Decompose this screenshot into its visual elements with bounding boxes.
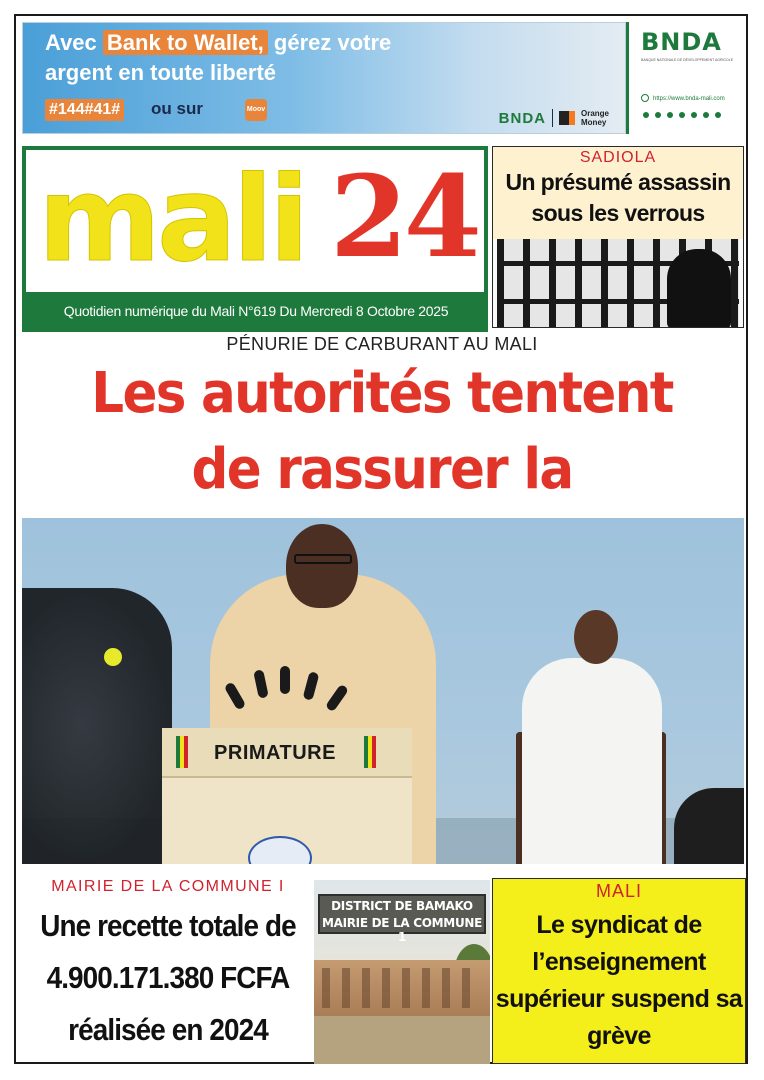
- masthead-subtitle: Quotidien numérique du Mali N°619 Du Mercredi 8 Octobre 2025: [63, 303, 449, 319]
- story-title: Une recette totale de 4.900.171.380 FCFA réalisée en 2024: [40, 908, 296, 1047]
- youtube-icon[interactable]: [703, 112, 709, 118]
- mairie-sign: [318, 894, 486, 944]
- ad-text-avec: Avec: [45, 30, 97, 55]
- ad-highlight-bank-to-wallet: Bank to Wallet,: [103, 30, 268, 55]
- mali-flag-icon: [364, 736, 376, 768]
- main-story-kicker: PÉNURIE DE CARBURANT AU MALI: [226, 334, 538, 354]
- mic-icon: [280, 666, 290, 694]
- mali-flag-icon: [176, 736, 188, 768]
- story-title: Un présumé assassin sous les verrous: [505, 169, 731, 226]
- bnda-url[interactable]: https://www.bnda-mali.com: [653, 96, 725, 102]
- masthead-name-mali: mali: [38, 150, 306, 288]
- send-icon: [641, 94, 649, 102]
- bnda-small-logo: BNDA: [498, 109, 546, 127]
- mic-icon: [325, 684, 349, 713]
- tiktok-icon[interactable]: [691, 112, 697, 118]
- mic-icon: [253, 669, 269, 698]
- speaker-head: [286, 524, 358, 608]
- masthead-name-24: 24: [330, 152, 478, 283]
- ad-headline-line2: argent en toute liberté: [45, 60, 277, 85]
- podium-label: PRIMATURE: [214, 742, 336, 764]
- story-mairie-commune[interactable]: [22, 876, 314, 1062]
- mic-icon: [303, 671, 320, 701]
- bnda-logo: BNDA: [641, 28, 722, 56]
- social-icons: [643, 112, 721, 118]
- camera-light: [104, 648, 122, 666]
- prisoner-silhouette: [667, 249, 731, 328]
- ad-or-on: ou sur: [151, 99, 203, 118]
- ad-banner[interactable]: [22, 22, 626, 134]
- sign-line2: MAIRIE DE LA COMMUNE 1: [321, 916, 483, 944]
- glasses-icon: [294, 554, 352, 564]
- story-kicker: MALI: [595, 881, 642, 901]
- x-icon[interactable]: [679, 112, 685, 118]
- story-kicker: MAIRIE DE LA COMMUNE I: [51, 878, 285, 895]
- linkedin-icon[interactable]: [667, 112, 673, 118]
- seated-figure: [522, 658, 662, 864]
- instagram-icon[interactable]: [655, 112, 661, 118]
- sign-line1: DISTRICT DE BAMAKO: [331, 899, 473, 913]
- ad-ussd-code: #144#41#: [45, 99, 124, 121]
- ground: [314, 1016, 490, 1064]
- bnda-subtitle: BANQUE NATIONALE DE DÉVELOPPEMENT AGRICOLE: [641, 58, 734, 62]
- main-photo[interactable]: [22, 518, 744, 864]
- story-kicker: SADIOLA: [579, 149, 657, 166]
- story-sadiola[interactable]: [492, 146, 744, 328]
- seated-figure-head: [574, 610, 618, 664]
- story-syndicat[interactable]: [492, 878, 746, 1064]
- ad-divider: [552, 109, 553, 127]
- facebook-icon[interactable]: [643, 112, 649, 118]
- microphones: [222, 662, 362, 728]
- whatsapp-icon[interactable]: [715, 112, 721, 118]
- mic-icon: [224, 681, 247, 710]
- camera-silhouette: [22, 588, 172, 864]
- ad-text-gerez: gérez votre: [273, 30, 392, 55]
- orange-money-icon: [559, 111, 575, 125]
- main-headline[interactable]: Les autorités tentent de rassurer la: [91, 361, 673, 502]
- jail-image: [493, 239, 743, 328]
- orange-money-label: Orange Money: [581, 109, 610, 127]
- audience-silhouette: [674, 788, 744, 864]
- masthead: [22, 146, 488, 332]
- moov-app-icon: Moov: [245, 99, 267, 121]
- building-windows: [322, 968, 482, 1008]
- ad-headline-line1: [45, 29, 391, 57]
- bnda-logo-panel[interactable]: [626, 22, 740, 134]
- story-title: Le syndicat de l’enseignement supérieur suspend sa grève: [495, 911, 743, 1050]
- mairie-photo[interactable]: [314, 880, 490, 1064]
- ad-partner-logos: [499, 109, 615, 127]
